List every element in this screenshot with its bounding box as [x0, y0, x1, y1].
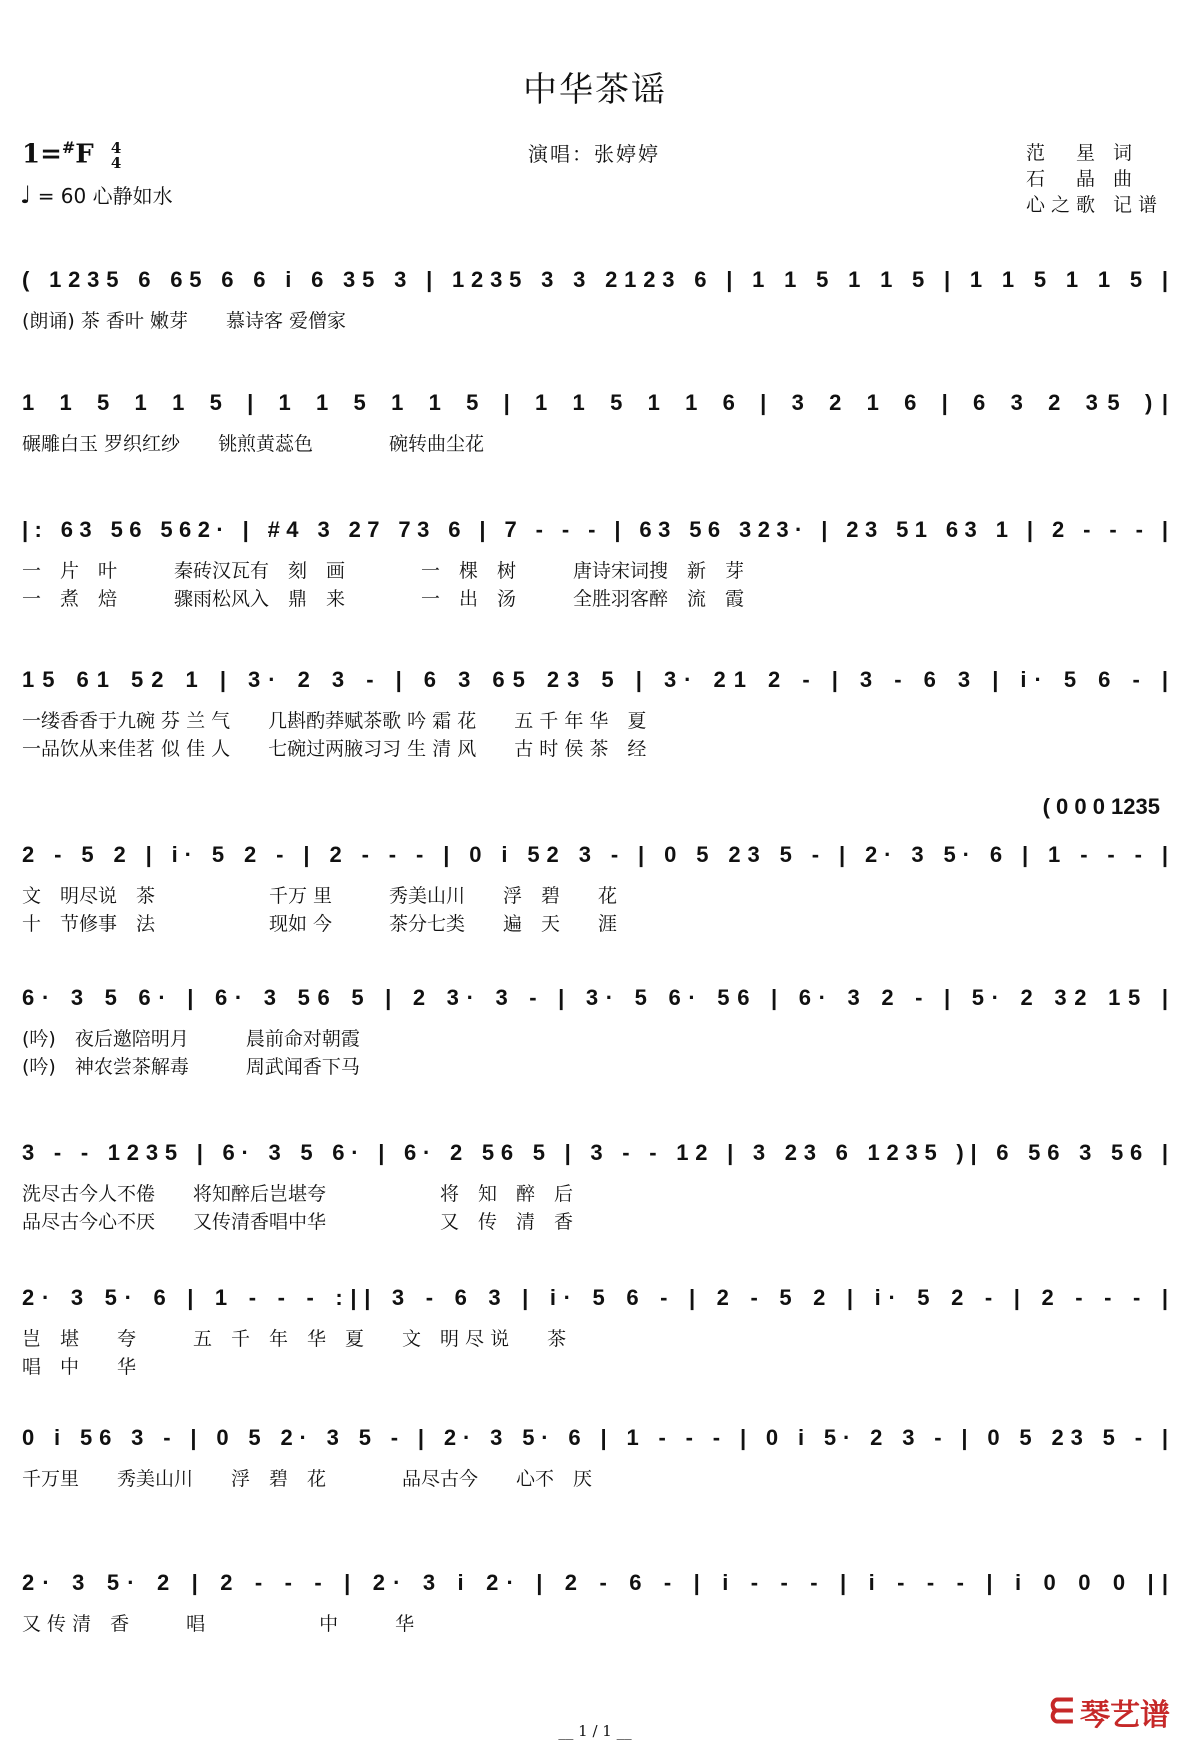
sharp-sign: #	[61, 138, 76, 157]
lyric-line: 一缕香香于九碗 芬 兰 气 几斟酌莽赋茶歌 吟 霜 花 五 千 年 华 夏	[22, 710, 647, 732]
notation-line: 6· 3 5 6· | 6· 3 56 5 | 2 3· 3 - | 3· 5 6· 56 | 6· 3 2 - | 5· 2 32 15 |	[22, 985, 1169, 1010]
lyric-line: 唱 中 华	[22, 1356, 137, 1378]
lyric-line: 千万里 秀美山川 浮 碧 花 品尽古今 心不 厌	[22, 1468, 593, 1490]
lyric-line: 品尽古今心不厌 又传清香唱中华 又 传 清 香	[22, 1211, 574, 1233]
lyric-line: (吟) 夜后邀陪明月 晨前命对朝霞	[22, 1028, 360, 1050]
site-logo	[1049, 1690, 1170, 1734]
notation-line: 15 61 52 1 | 3· 2 3 - | 6 3 65 23 5 | 3· 21 2 - | 3 - 6 3 | i· 5 6 - |	[22, 667, 1169, 692]
notation-line: ( 1235 6 65 6 6 i 6 35 3 | 1235 3 3 2123 6 | 1 1 5 1 1 5 | 1 1 5 1 1 5 |	[22, 267, 1168, 292]
score-system	[22, 985, 1168, 1078]
lyric-line: 十 节修事 法 现如 今 茶分七类 遍 天 涯	[22, 913, 618, 935]
score-system	[22, 1285, 1168, 1378]
page-title: 中华茶谣	[523, 70, 667, 110]
lyric-line: 一 片 叶 秦砖汉瓦有 刻 画 一 棵 树 唐诗宋词搜 新 芽	[22, 560, 745, 582]
score-system	[22, 1570, 1168, 1635]
logo-icon: ᗴ	[1049, 1692, 1074, 1732]
logo-text: 琴艺谱	[1080, 1698, 1170, 1733]
notation-line: 3 - - 1235 | 6· 3 5 6· | 6· 2 56 5 | 3 - - 12 | 3 23 6 1235 )| 6 56 3 56 |	[22, 1140, 1168, 1165]
lyric-line: (吟) 神农尝茶解毒 周武闻香下马	[22, 1056, 360, 1078]
time-top: 4	[110, 138, 122, 157]
lyric-line: 洗尽古今人不倦 将知醉后岂堪夸 将 知 醉 后	[22, 1183, 574, 1205]
singer-credit: 演唱：张婷婷	[528, 142, 660, 166]
transcriber-credit: 心之歌 记谱	[1026, 194, 1164, 216]
notation-line: 0 i 56 3 - | 0 5 2· 3 5 - | 2· 3 5· 6 | 1 - - - | 0 i 5· 2 3 - | 0 5 23 5 - |	[22, 1425, 1169, 1450]
lyric-line: 一 煮 焙 骤雨松风入 鼎 来 一 出 汤 全胜羽客醉 流 霞	[22, 588, 745, 610]
pickup-notes: ( 0 0 0 1235	[1042, 794, 1160, 819]
page-footer: __ 1 / 1 __	[558, 1722, 632, 1740]
score-system	[22, 794, 1168, 935]
score-system	[22, 390, 1168, 455]
lyric-line: 文 明尽说 茶 千万 里 秀美山川 浮 碧 花	[22, 885, 618, 907]
notation-line: 1 1 5 1 1 5 | 1 1 5 1 1 5 | 1 1 5 1 1 6 | 3 2 1 6 | 6 3 2 35 )|	[22, 390, 1169, 415]
composer-credit: 石 晶 曲	[1026, 168, 1139, 190]
notation-line: 2 - 5 2 | i· 5 2 - | 2 - - - | 0 i 52 3 - | 0 5 23 5 - | 2· 3 5· 6 | 1 - - - |	[22, 842, 1168, 867]
lyric-line: 又 传 清 香 唱 中 华	[22, 1613, 415, 1635]
tempo-mood: 心静如水	[92, 184, 173, 208]
tempo-value: = 60	[37, 184, 87, 208]
lyricist-credit: 范 星 词	[1026, 142, 1139, 164]
lyric-line: 一品饮从来佳茗 似 佳 人 七碗过两腋习习 生 清 风 古 时 侯 茶 经	[22, 738, 647, 760]
score-system	[22, 517, 1168, 610]
score-system	[22, 1425, 1168, 1490]
notation-line: 2· 3 5· 6 | 1 - - - :|| 3 - 6 3 | i· 5 6 - | 2 - 5 2 | i· 5 2 - | 2 - - - |	[22, 1285, 1168, 1310]
lyric-line: 岂 堪 夸 五 千 年 华 夏 文 明 尽 说 茶	[22, 1328, 567, 1350]
score-system	[22, 667, 1168, 760]
key-prefix: 1=	[22, 139, 62, 170]
quarter-note-icon: ♩	[20, 181, 32, 209]
key-note: F	[75, 139, 94, 170]
score-system	[22, 267, 1168, 332]
lyric-line: 碾雕白玉 罗织红纱 铫煎黄蕊色 碗转曲尘花	[22, 433, 485, 455]
time-bottom: 4	[110, 153, 122, 172]
notation-line: |: 63 56 562· | #4 3 27 73 6 | 7 - - - | 63 56 323· | 23 51 63 1 | 2 - - - |	[22, 517, 1169, 542]
notation-line: 2· 3 5· 2 | 2 - - - | 2· 3 i 2· | 2 - 6 - | i - - - | i - - - | i 0 0 0 ||	[22, 1570, 1168, 1595]
score-system	[22, 1140, 1168, 1233]
lyric-line: (朗诵) 茶 香叶 嫩芽 慕诗客 爱僧家	[22, 310, 346, 332]
